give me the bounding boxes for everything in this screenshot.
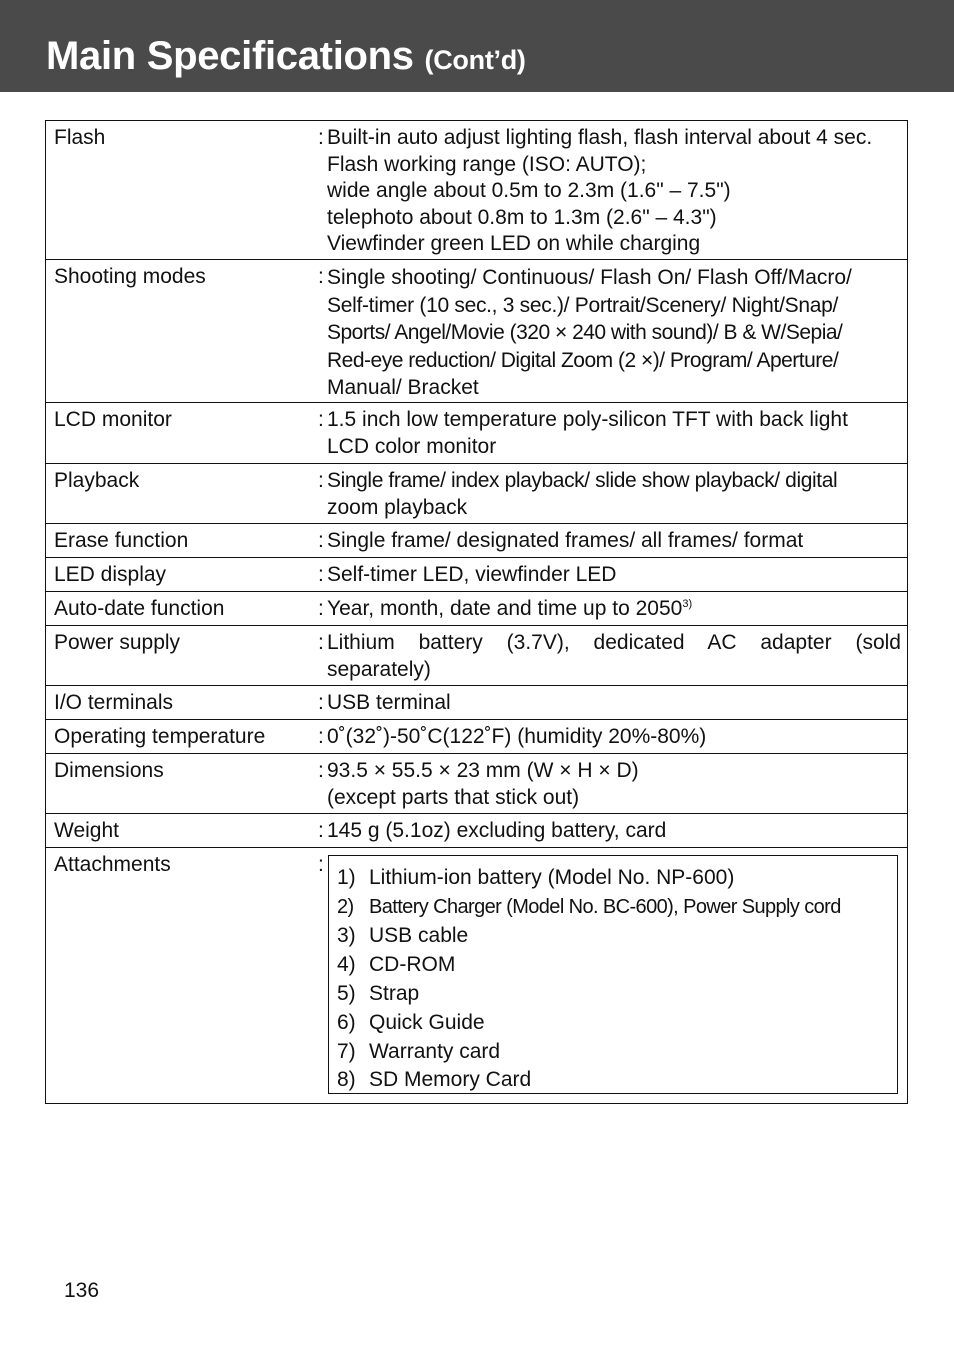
spec-row-power-supply [46,626,907,686]
attachment-item [337,1010,485,1036]
attachment-item [337,894,841,920]
spec-label: Power supply [54,631,181,654]
spec-value [327,468,901,521]
spec-value-line: 93.5 × 55.5 × 23 mm (W × H × D) [327,759,639,782]
attachment-number: 6) [337,1011,356,1034]
spec-colon: : [318,597,324,620]
attachment-item [337,1067,531,1093]
attachment-item [337,923,468,949]
attachment-text: Quick Guide [369,1011,485,1034]
spec-colon: : [318,529,324,552]
spec-row-shooting-modes [46,260,907,403]
spec-value [327,125,901,258]
attachment-number: 7) [337,1040,356,1063]
spec-value-line: Flash working range (ISO: AUTO); [327,152,647,176]
spec-value-line: Self-timer (10 sec., 3 sec.)/ Portrait/Scenery/ Night/Snap/ [327,293,839,317]
spec-value-line: Viewfinder green LED on while charging [327,232,701,255]
spec-colon: : [318,126,324,149]
specifications-table [45,120,908,1104]
spec-row-flash [46,121,907,260]
spec-value [327,596,901,623]
spec-row-operating-temperature [46,720,907,754]
spec-label: LCD monitor [54,408,172,431]
spec-row-dimensions [46,754,907,814]
spec-colon: : [318,691,324,714]
spec-label: Erase function [54,529,189,552]
attachment-text: Warranty card [369,1040,501,1063]
spec-label: Dimensions [54,759,164,782]
spec-value [327,818,901,845]
attachment-number: 2) [337,896,354,918]
attachment-text: Battery Charger (Model No. BC-600), Power Supply cord [369,896,841,918]
spec-row-weight [46,814,907,848]
spec-value [327,528,901,555]
attachment-text: CD-ROM [369,953,456,976]
spec-colon: : [318,725,324,748]
spec-colon: : [318,563,324,586]
spec-value-line: Self-timer LED, viewfinder LED [327,563,617,586]
spec-value-line: Single frame/ designated frames/ all frames/ format [327,529,804,552]
page-title-subtitle: (Cont’d) [424,45,526,75]
spec-value-line: 1.5 inch low temperature poly-silicon TFT with back light [327,408,848,431]
spec-value-line: wide angle about 0.5m to 2.3m (1.6" – 7.5") [327,179,731,202]
attachment-text: SD Memory Card [369,1068,532,1091]
spec-value-line: Single shooting/ Continuous/ Flash On/ Flash Off/Macro/ [327,266,852,289]
spec-label: LED display [54,563,167,586]
attachment-text: Lithium-ion battery (Model No. NP-600) [369,866,735,889]
attachment-item [337,1039,500,1065]
spec-value-line: USB terminal [327,691,451,714]
spec-value-line: Single frame/ index playback/ slide show playback/ digital [327,469,838,492]
spec-label: Flash [54,126,106,149]
spec-value [327,690,901,717]
spec-label: Weight [54,819,119,842]
spec-colon: : [318,759,324,782]
spec-value-line: 0˚(32˚)-50˚C(122˚F) (humidity 20%-80%) [327,725,707,748]
spec-value-line [327,596,901,623]
spec-colon: : [318,819,324,842]
attachment-number: 3) [337,924,356,947]
spec-row-erase-function [46,524,907,558]
spec-colon: : [318,265,324,288]
spec-value [327,264,901,402]
spec-row-playback [46,464,907,524]
spec-value [327,407,901,460]
spec-label: Operating temperature [54,725,266,748]
spec-label: Shooting modes [54,265,206,288]
attachment-number: 1) [337,866,356,889]
spec-value-line: 145 g (5.1oz) excluding battery, card [327,819,667,842]
spec-value-line: zoom playback [327,495,468,519]
spec-value-line: separately) [327,657,431,681]
spec-value [327,724,901,751]
spec-value-line: Sports/ Angel/Movie (320 × 240 with sound)/ B & W/Sepia/ [327,321,843,344]
spec-value-text: Year, month, date and time up to 2050 [327,597,683,620]
attachment-item [337,865,734,891]
header-bar [0,0,954,92]
page-title-main: Main Specifications [46,34,414,78]
attachment-item [337,981,419,1007]
spec-label: Playback [54,469,140,492]
attachment-item [337,952,455,978]
spec-value-line: Red-eye reduction/ Digital Zoom (2 ×)/ Program/ Aperture/ [327,348,839,372]
page-number: 136 [64,1279,100,1302]
page-title [46,34,526,82]
spec-value [327,562,901,589]
spec-value-line: LCD color monitor [327,434,497,458]
attachment-text: USB cable [369,924,469,947]
spec-colon: : [318,408,324,431]
spec-value-line: Lithium battery (3.7V), dedicated AC adapter (sold [327,631,901,654]
spec-value [327,630,901,683]
spec-colon: : [318,853,324,876]
footnote-marker: 3) [682,598,693,610]
spec-row-io-terminals [46,686,907,720]
spec-colon: : [318,469,324,492]
spec-row-led-display [46,558,907,592]
spec-value-line: Manual/ Bracket [327,376,479,399]
spec-value-line: (except parts that stick out) [327,785,580,809]
spec-label: I/O terminals [54,691,174,714]
attachment-number: 4) [337,953,356,976]
spec-label: Auto-date function [54,597,225,620]
spec-row-auto-date [46,592,907,626]
attachment-number: 8) [337,1068,356,1091]
attachments-list [328,855,898,1094]
spec-value [327,758,901,811]
spec-colon: : [318,631,324,654]
spec-row-attachments [46,848,907,1104]
spec-label: Attachments [54,853,171,876]
spec-value-line: telephoto about 0.8m to 1.3m (2.6" – 4.3") [327,205,717,229]
spec-value-line: Built-in auto adjust lighting flash, flash interval about 4 sec. [327,126,873,149]
attachment-number: 5) [337,982,356,1005]
attachment-text: Strap [369,982,420,1005]
spec-row-lcd-monitor [46,403,907,464]
